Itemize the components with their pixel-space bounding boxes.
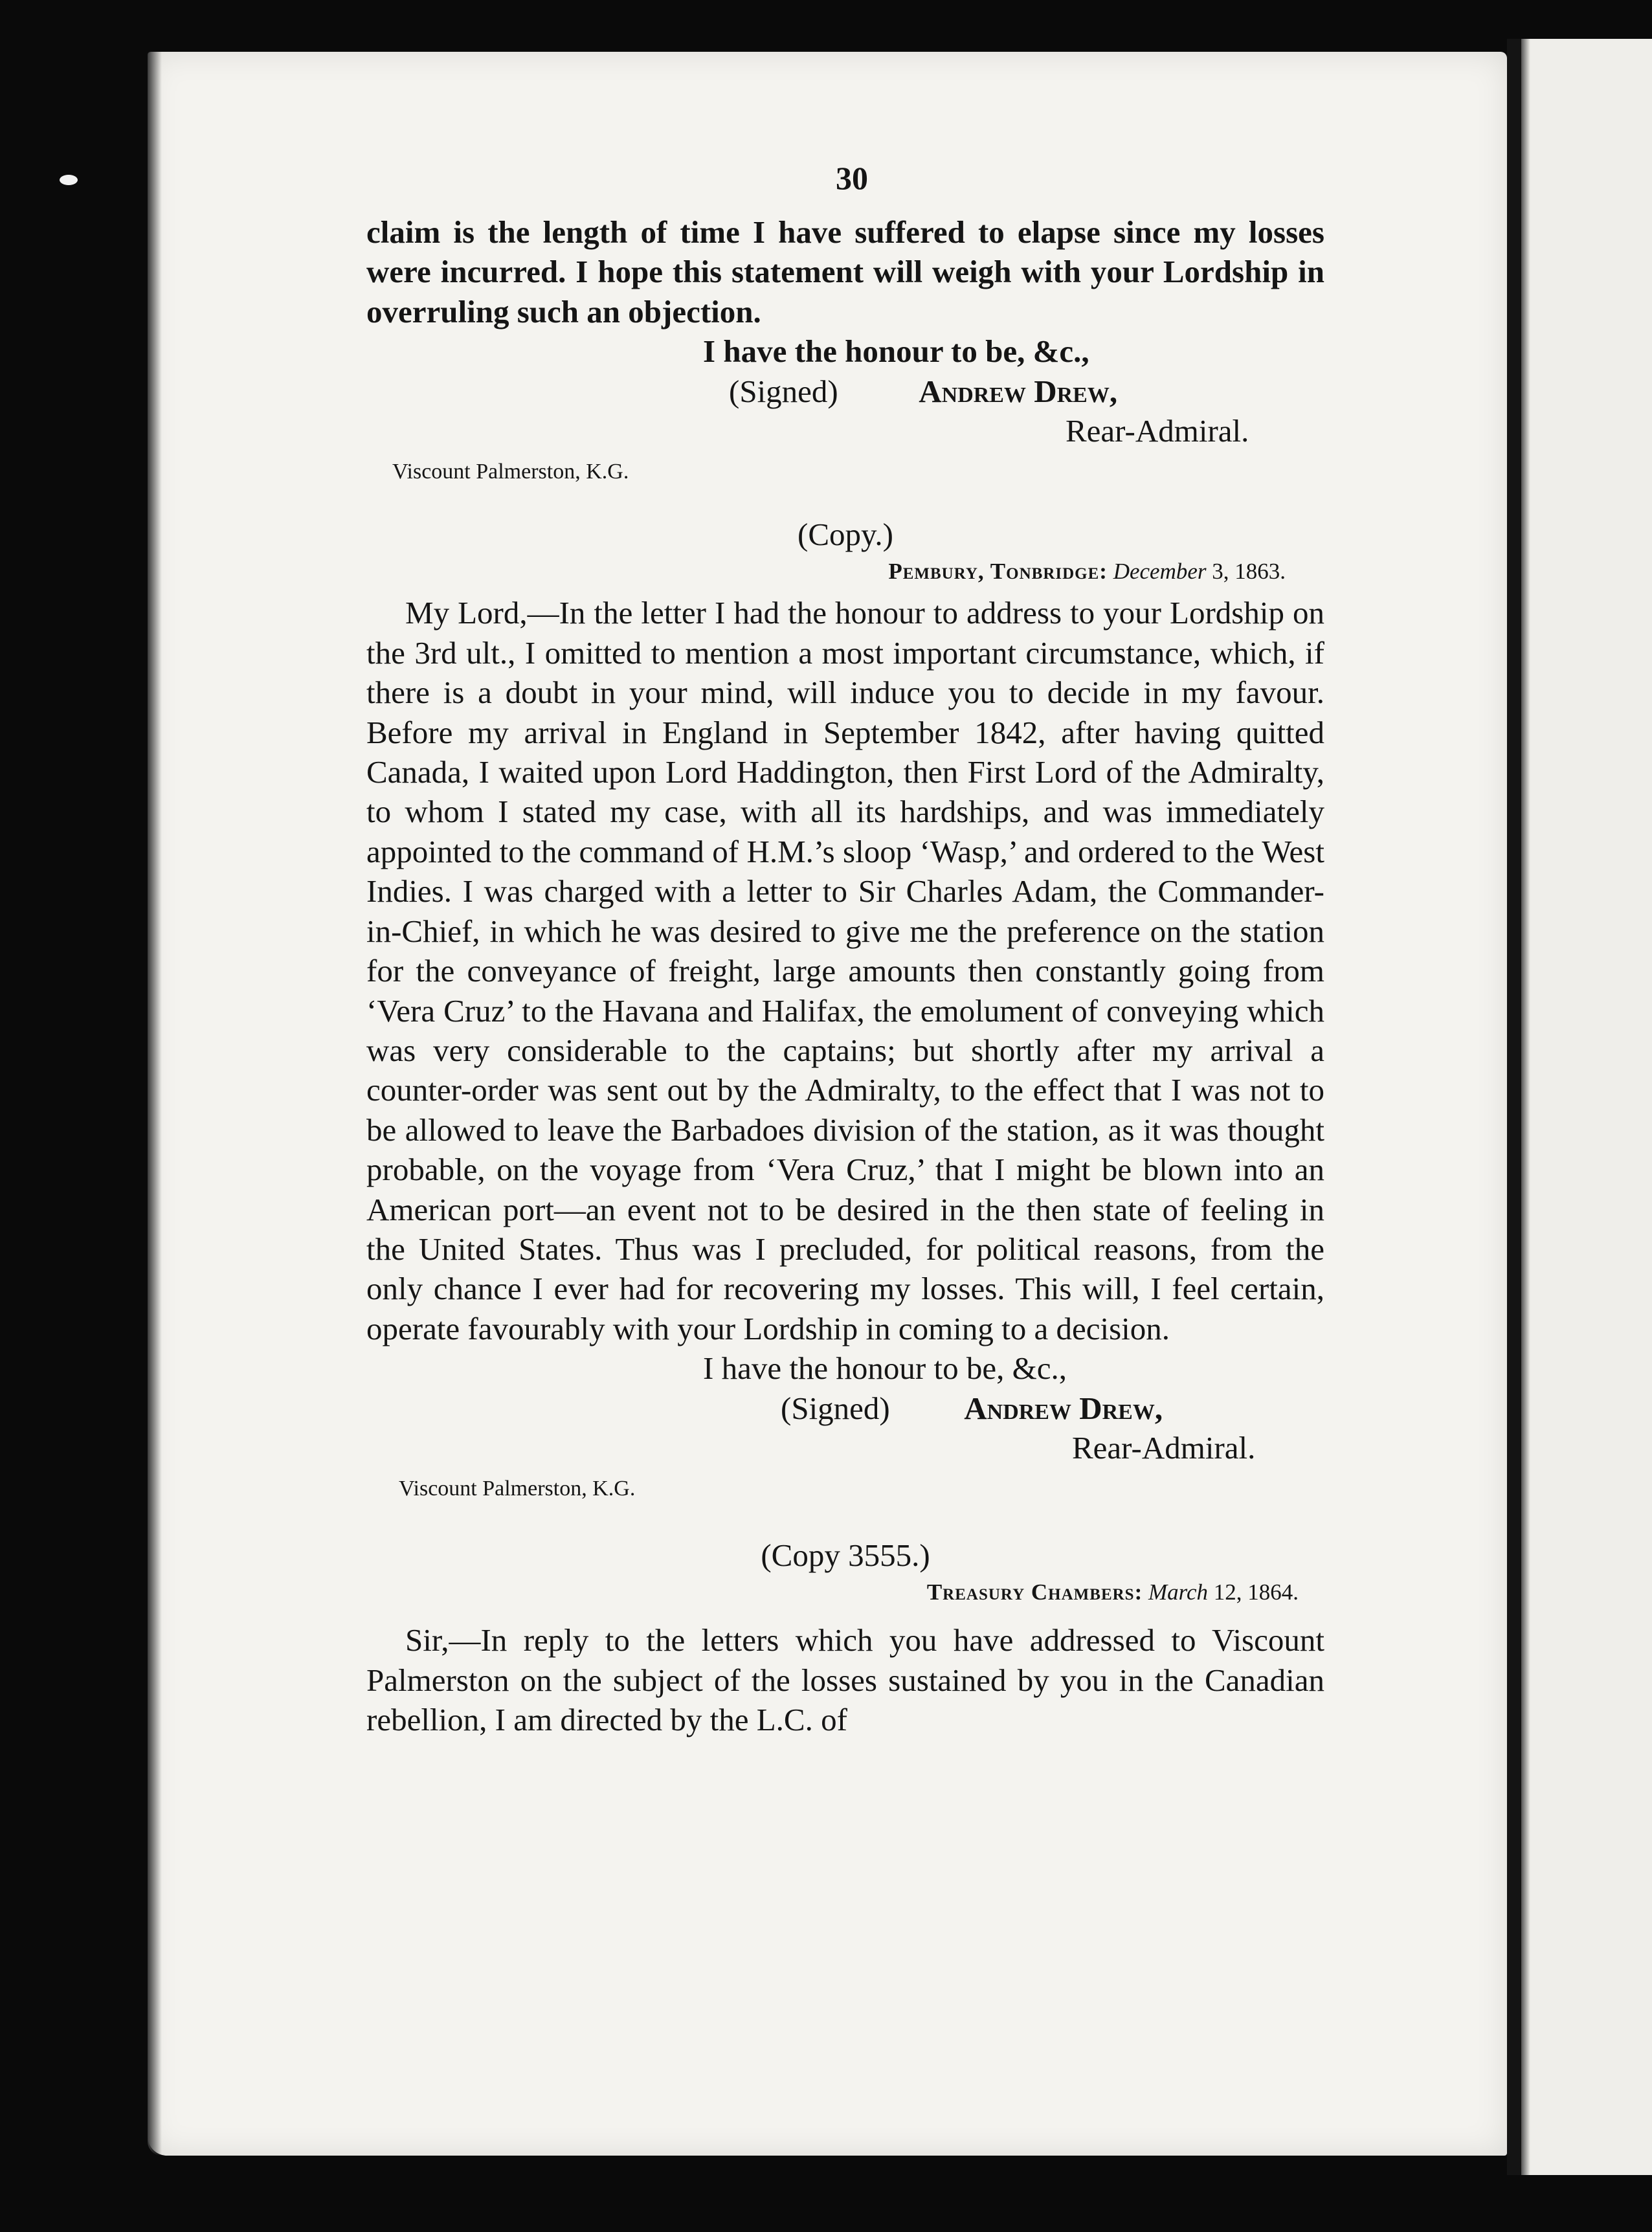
letter1-signer-rank: Rear-Admiral. xyxy=(1066,413,1249,449)
letter2-body: My Lord,—In the letter I had the honour to address to your Lordship on the 3rd ult., I omitted to mention a most important circumstance, which, if there is a doubt in your mind, will induce you to decide in my favour. Before my arrival in England in September 1842, after having quitted Canada, I waited upon Lord Haddington, then First Lord of the Admiralty, to whom I stated my case, with all its hardships, and was immediately appointed to the command of H.M.’s sloop ‘Wasp,’ and ordered to the West Indies. I was charged with a letter to Sir Charles Adam, the Commander-in-Chief, in which he was desired to give me the preference on the station for the conveyance of freight, large amounts then constantly going from ‘Vera Cruz’ to the Havana and Halifax, the emolument of conveying which was very considerable to the captains; but shortly after my arrival a counter-order was sent out by the Admiralty, to the effect that I was not to be allowed to leave the Barbadoes division of the station, as it was thought probable, on the voyage from ‘Vera Cruz,’ that I might be blown into an American port—an event not to be desired in the then state of feeling in the United States. Thus was I precluded, for political reasons, from the only chance I ever had for recovering my losses. This will, I feel certain, operate favourably with your Lordship in coming to a decision. xyxy=(366,595,1324,1346)
letter3-body: Sir,—In reply to the letters which you have addressed to Viscount Palmerston on the subject of the losses sustained by you in the Canadian rebellion, I am directed by the L.C. of xyxy=(366,1622,1324,1738)
letter1-closing: I have the honour to be, &c., xyxy=(703,333,1089,370)
book-gutter xyxy=(1507,39,1521,2175)
page-text xyxy=(366,155,1324,1740)
facing-page-shadow xyxy=(1521,39,1530,2175)
letter2-signer-rank: Rear-Admiral. xyxy=(1072,1429,1256,1466)
letter2-signature xyxy=(366,1389,1324,1428)
facing-page-edge xyxy=(1521,39,1652,2175)
letter1-signed-label: (Signed) xyxy=(729,373,838,409)
letter1-signer-name: Andrew Drew, xyxy=(919,373,1118,409)
letter2-place-date xyxy=(366,555,1324,588)
letter1-addressee: Viscount Palmerston, K.G. xyxy=(392,460,629,484)
letter2-signed-label: (Signed) xyxy=(781,1390,890,1426)
letter2-heading: (Copy.) xyxy=(798,517,893,553)
letter1-signature xyxy=(366,372,1324,411)
letter3-date-rest: 12, 1864. xyxy=(1213,1579,1299,1605)
letter3-date-month: March xyxy=(1148,1579,1208,1605)
letter3-heading: (Copy 3555.) xyxy=(761,1537,930,1574)
page-edge-shadow xyxy=(148,52,162,2156)
letter2-place: Pembury, Tonbridge: xyxy=(888,559,1108,585)
letter2-closing: I have the honour to be, &c., xyxy=(703,1350,1067,1387)
letter1-body: claim is the length of time I have suffered to elapse since my losses were incurred. I hope this statement will weigh with your Lordship in overruling such an objection. xyxy=(366,214,1324,329)
letter2-date-month: December xyxy=(1113,559,1207,585)
letter2-addressee: Viscount Palmerston, K.G. xyxy=(399,1477,636,1501)
letter2-date-rest: 3, 1863. xyxy=(1212,559,1286,585)
scan-speck xyxy=(60,175,78,185)
letter3-place: Treasury Chambers: xyxy=(926,1579,1143,1605)
page-number: 30 xyxy=(836,160,868,196)
letter2-signer-name: Andrew Drew, xyxy=(964,1390,1163,1426)
letter3-place-date xyxy=(366,1576,1324,1609)
